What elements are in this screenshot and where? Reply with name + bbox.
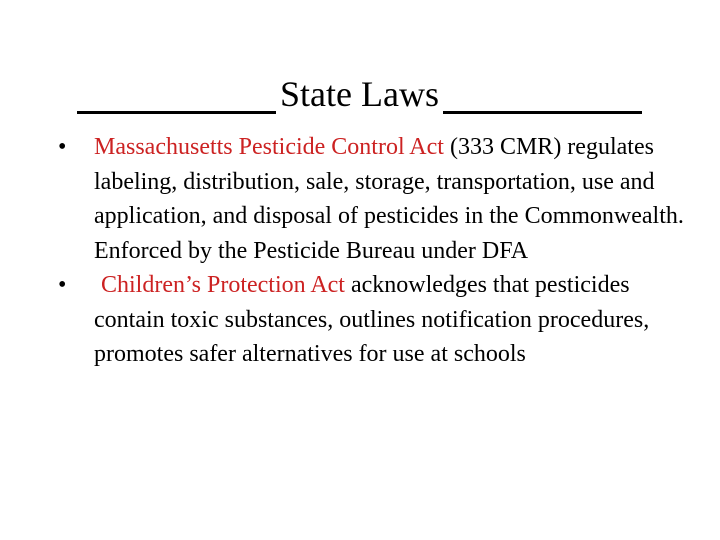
slide-title-text: State Laws — [276, 74, 443, 114]
bullet-icon: • — [58, 272, 67, 298]
bullet-item-childrens-protection-act — [58, 268, 688, 372]
bullet-list — [58, 130, 688, 372]
bullet-icon: • — [58, 134, 67, 160]
bullet-text: acknowledges that pesticides contain toxic substances, outlines notification procedures, promotes safer alternatives for use at schools — [94, 272, 650, 367]
bullet-highlight: Massachusetts Pesticide Control Act — [94, 134, 444, 160]
bullet-highlight: Children’s Protection Act — [101, 272, 345, 298]
bullet-item-pesticide-control-act — [58, 130, 688, 268]
title-area — [77, 72, 642, 118]
bullet-text: (333 CMR) regulates labeling, distribution, sale, storage, transportation, use and application, and disposal of pesticides in the Commonwealth. Enforced by the Pesticide Bureau under DFA — [94, 134, 684, 264]
slide-title — [77, 72, 642, 116]
